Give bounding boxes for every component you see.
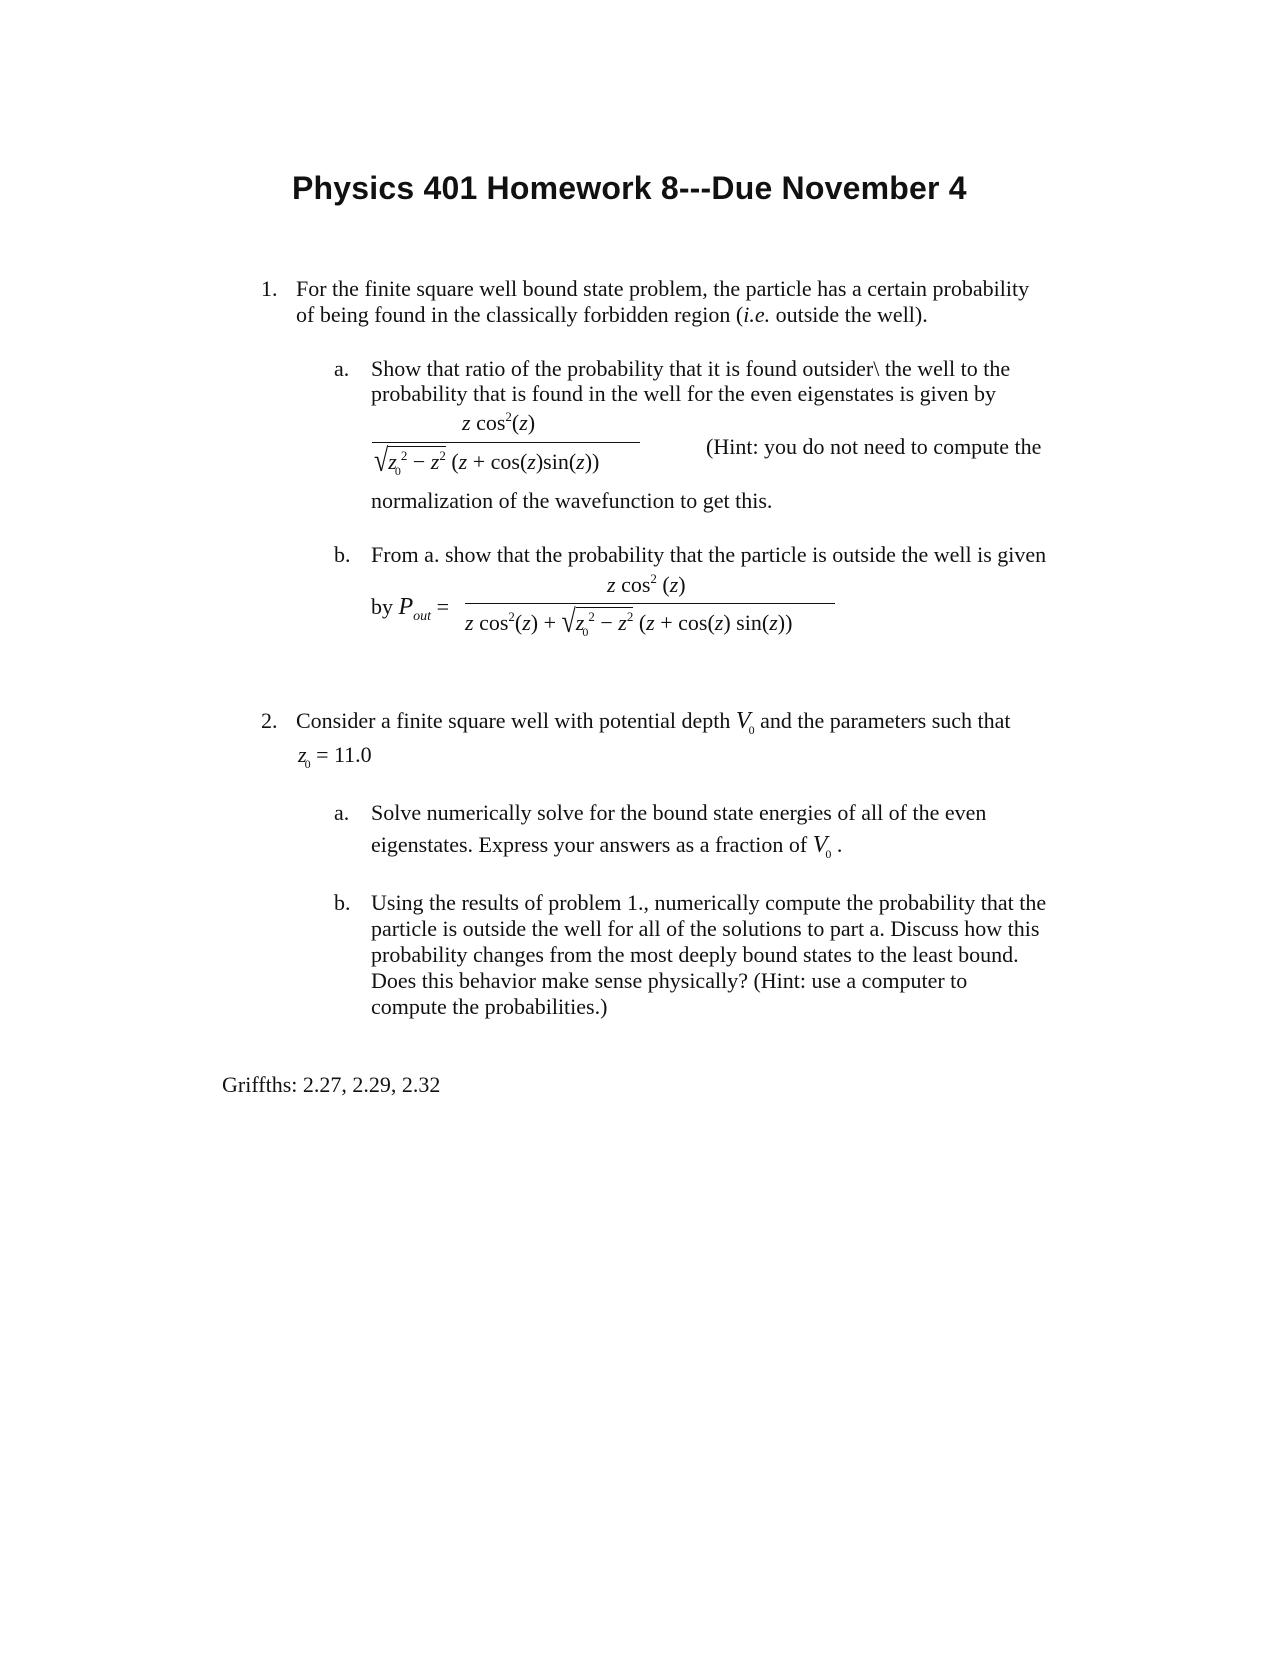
problem-2-number: 2.: [261, 708, 278, 733]
z0-definition: $z_0 = 11.0$: [298, 742, 372, 771]
griffiths-problems: Griffths: 2.27, 2.29, 2.32: [222, 1072, 441, 1097]
by-word: by: [371, 594, 393, 619]
problem-1a-hint: (Hint: you do not need to compute the: [706, 434, 1042, 459]
problem-1-number: 1.: [261, 276, 278, 301]
problem-1a-line2: probability that is found in the well for the even eigenstates is given by: [371, 381, 997, 406]
problem-2b-line4: Does this behavior make sense physically? (Hint: use a computer to: [371, 968, 968, 993]
problem-2b-label: b.: [334, 890, 351, 915]
problem-1a-label: a.: [334, 356, 350, 381]
problem-1b-line1: From a. show that the probability that the particle is outside the well is given: [371, 542, 1047, 567]
problem-2b-line3: probability changes from the most deeply bound states to the least bound.: [371, 942, 1019, 967]
pout-equation: z $\cos^2 (z)$ z $\cos^2(z) + √z_0^2 - z^2$ (z + cos(z) sin(z)): [465, 572, 835, 644]
ratio-equation: z $\cos^2(z)$ $√z_0^2 - z^2$ (z + cos(z)sin(z)): [372, 410, 640, 482]
problem-2a-label: a.: [334, 800, 350, 825]
problem-1-line1: For the finite square well bound state problem, the particle has a certain probability: [296, 276, 1030, 301]
p-subscript: out: [413, 609, 432, 624]
problem-2b-line1: Using the results of problem 1., numerically compute the probability that the: [371, 890, 1047, 915]
equals-sign: =: [436, 594, 449, 619]
problem-1a-line3: normalization of the wavefunction to get this.: [371, 488, 773, 513]
problem-1-line2-a: of being found in the classically forbidden region (: [296, 302, 744, 327]
page-title: Physics 401 Homework 8---Due November 4: [292, 170, 967, 206]
problem-2-line1: Consider a finite square well with potential depth $V_0$ and the parameters such that: [296, 708, 1011, 737]
problem-1b-label: b.: [334, 542, 351, 567]
z0-value: = 11.0: [316, 742, 372, 767]
problem-2-line1-after: and the parameters such that: [760, 708, 1011, 733]
problem-1a-line1: Show that ratio of the probability that it is found outsider\ the well to the: [371, 356, 1011, 381]
problem-2a-line2: eigenstates. Express your answers as a fraction of $V_0$ .: [371, 832, 843, 861]
problem-2a-line2-text: eigenstates. Express your answers as a fraction of: [371, 832, 808, 857]
problem-1b-by: [371, 594, 449, 624]
p-symbol: P: [398, 594, 414, 620]
problem-2a-line1: Solve numerically solve for the bound state energies of all of the even: [371, 800, 987, 825]
problem-1-line2-b: outside the well).: [770, 302, 928, 327]
problem-1-line2: [296, 302, 928, 328]
problem-2b-line5: compute the probabilities.): [371, 994, 608, 1019]
problem-1-ie: i.e.: [743, 302, 771, 327]
problem-2-line1-text: Consider a finite square well with potential depth: [296, 708, 731, 733]
problem-2b-line2: particle is outside the well for all of the solutions to part a. Discuss how this: [371, 916, 1040, 941]
